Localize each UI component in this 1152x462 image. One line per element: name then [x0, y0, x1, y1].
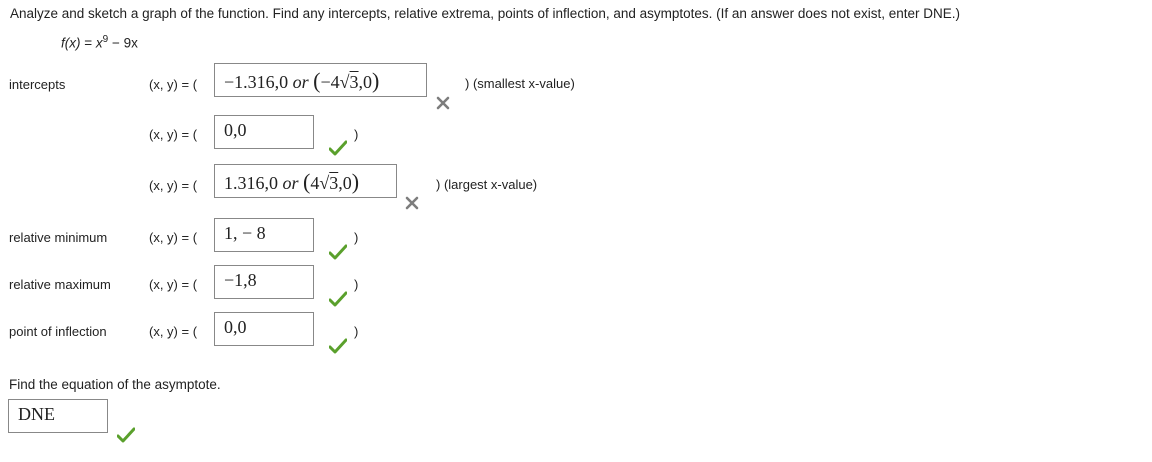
coord-prefix-2: (x, y) = (: [149, 127, 198, 142]
function-x: x: [95, 35, 103, 51]
answer-main: 1.316,0: [224, 173, 283, 193]
intercepts-label: intercepts: [9, 77, 66, 92]
correct-check-icon: [329, 140, 347, 156]
largest-note: ) (largest x-value): [436, 177, 538, 192]
intercept-middle-input[interactable]: 0,0: [214, 115, 314, 149]
coord-prefix-6: (x, y) = (: [149, 324, 198, 339]
function-exponent: 9: [102, 34, 109, 45]
relative-maximum-input[interactable]: −1,8: [214, 265, 314, 299]
function-definition: $f(x) = x^9 - 9x$: [61, 34, 138, 51]
coord-prefix-4: (x, y) = (: [149, 230, 198, 245]
problem-prompt: Analyze and sketch a graph of the function. Find any intercepts, relative extrema, points of inflection, and asymptotes. (If an answer does not exist, enter DNE.): [10, 6, 960, 21]
coord-prefix-1: (x, y) = (: [149, 77, 198, 92]
correct-check-icon: [329, 244, 347, 260]
answer-paren-open: (: [303, 169, 311, 194]
incorrect-x-icon: [405, 196, 419, 210]
relative-minimum-label: relative minimum: [9, 230, 108, 245]
answer-sqrt: 3: [349, 72, 359, 92]
relative-maximum-label: relative maximum: [9, 277, 111, 292]
close-paren-4: ): [354, 230, 359, 245]
coord-prefix-3: (x, y) = (: [149, 178, 198, 193]
point-of-inflection-label: point of inflection: [9, 324, 107, 339]
answer-tail-a: 4: [310, 173, 320, 193]
asymptote-question: Find the equation of the asymptote.: [9, 377, 221, 392]
function-rest: − 9x: [111, 35, 138, 51]
incorrect-x-icon: [436, 96, 450, 110]
relative-minimum-input[interactable]: 1, − 8: [214, 218, 314, 252]
answer-paren-close: ): [351, 169, 360, 194]
answer-tail-b: ,0: [358, 72, 373, 92]
answer-sqrt: 3: [329, 173, 339, 193]
answer-or: or: [292, 72, 309, 92]
answer-main: −1.316,0: [224, 72, 293, 92]
function-lhs: f(x): [61, 35, 81, 51]
close-paren-5: ): [354, 277, 359, 292]
asymptote-input[interactable]: DNE: [8, 399, 108, 433]
smallest-note: ) (smallest x-value): [465, 76, 575, 91]
answer-paren-open: (: [313, 68, 321, 93]
answer-or: or: [282, 173, 299, 193]
close-paren-2: ): [354, 127, 359, 142]
coord-prefix-5: (x, y) = (: [149, 277, 198, 292]
correct-check-icon: [329, 338, 347, 354]
point-of-inflection-input[interactable]: 0,0: [214, 312, 314, 346]
intercept-largest-input[interactable]: 1.316,0 or (4√3,0): [214, 164, 397, 198]
correct-check-icon: [117, 427, 135, 443]
close-paren-6: ): [354, 324, 359, 339]
correct-check-icon: [329, 291, 347, 307]
answer-paren-close: ): [372, 68, 380, 93]
answer-tail-b: ,0: [338, 173, 352, 193]
answer-tail-a: −4: [320, 72, 340, 92]
intercept-smallest-input[interactable]: −1.316,0 or (−4√3,0): [214, 63, 427, 97]
